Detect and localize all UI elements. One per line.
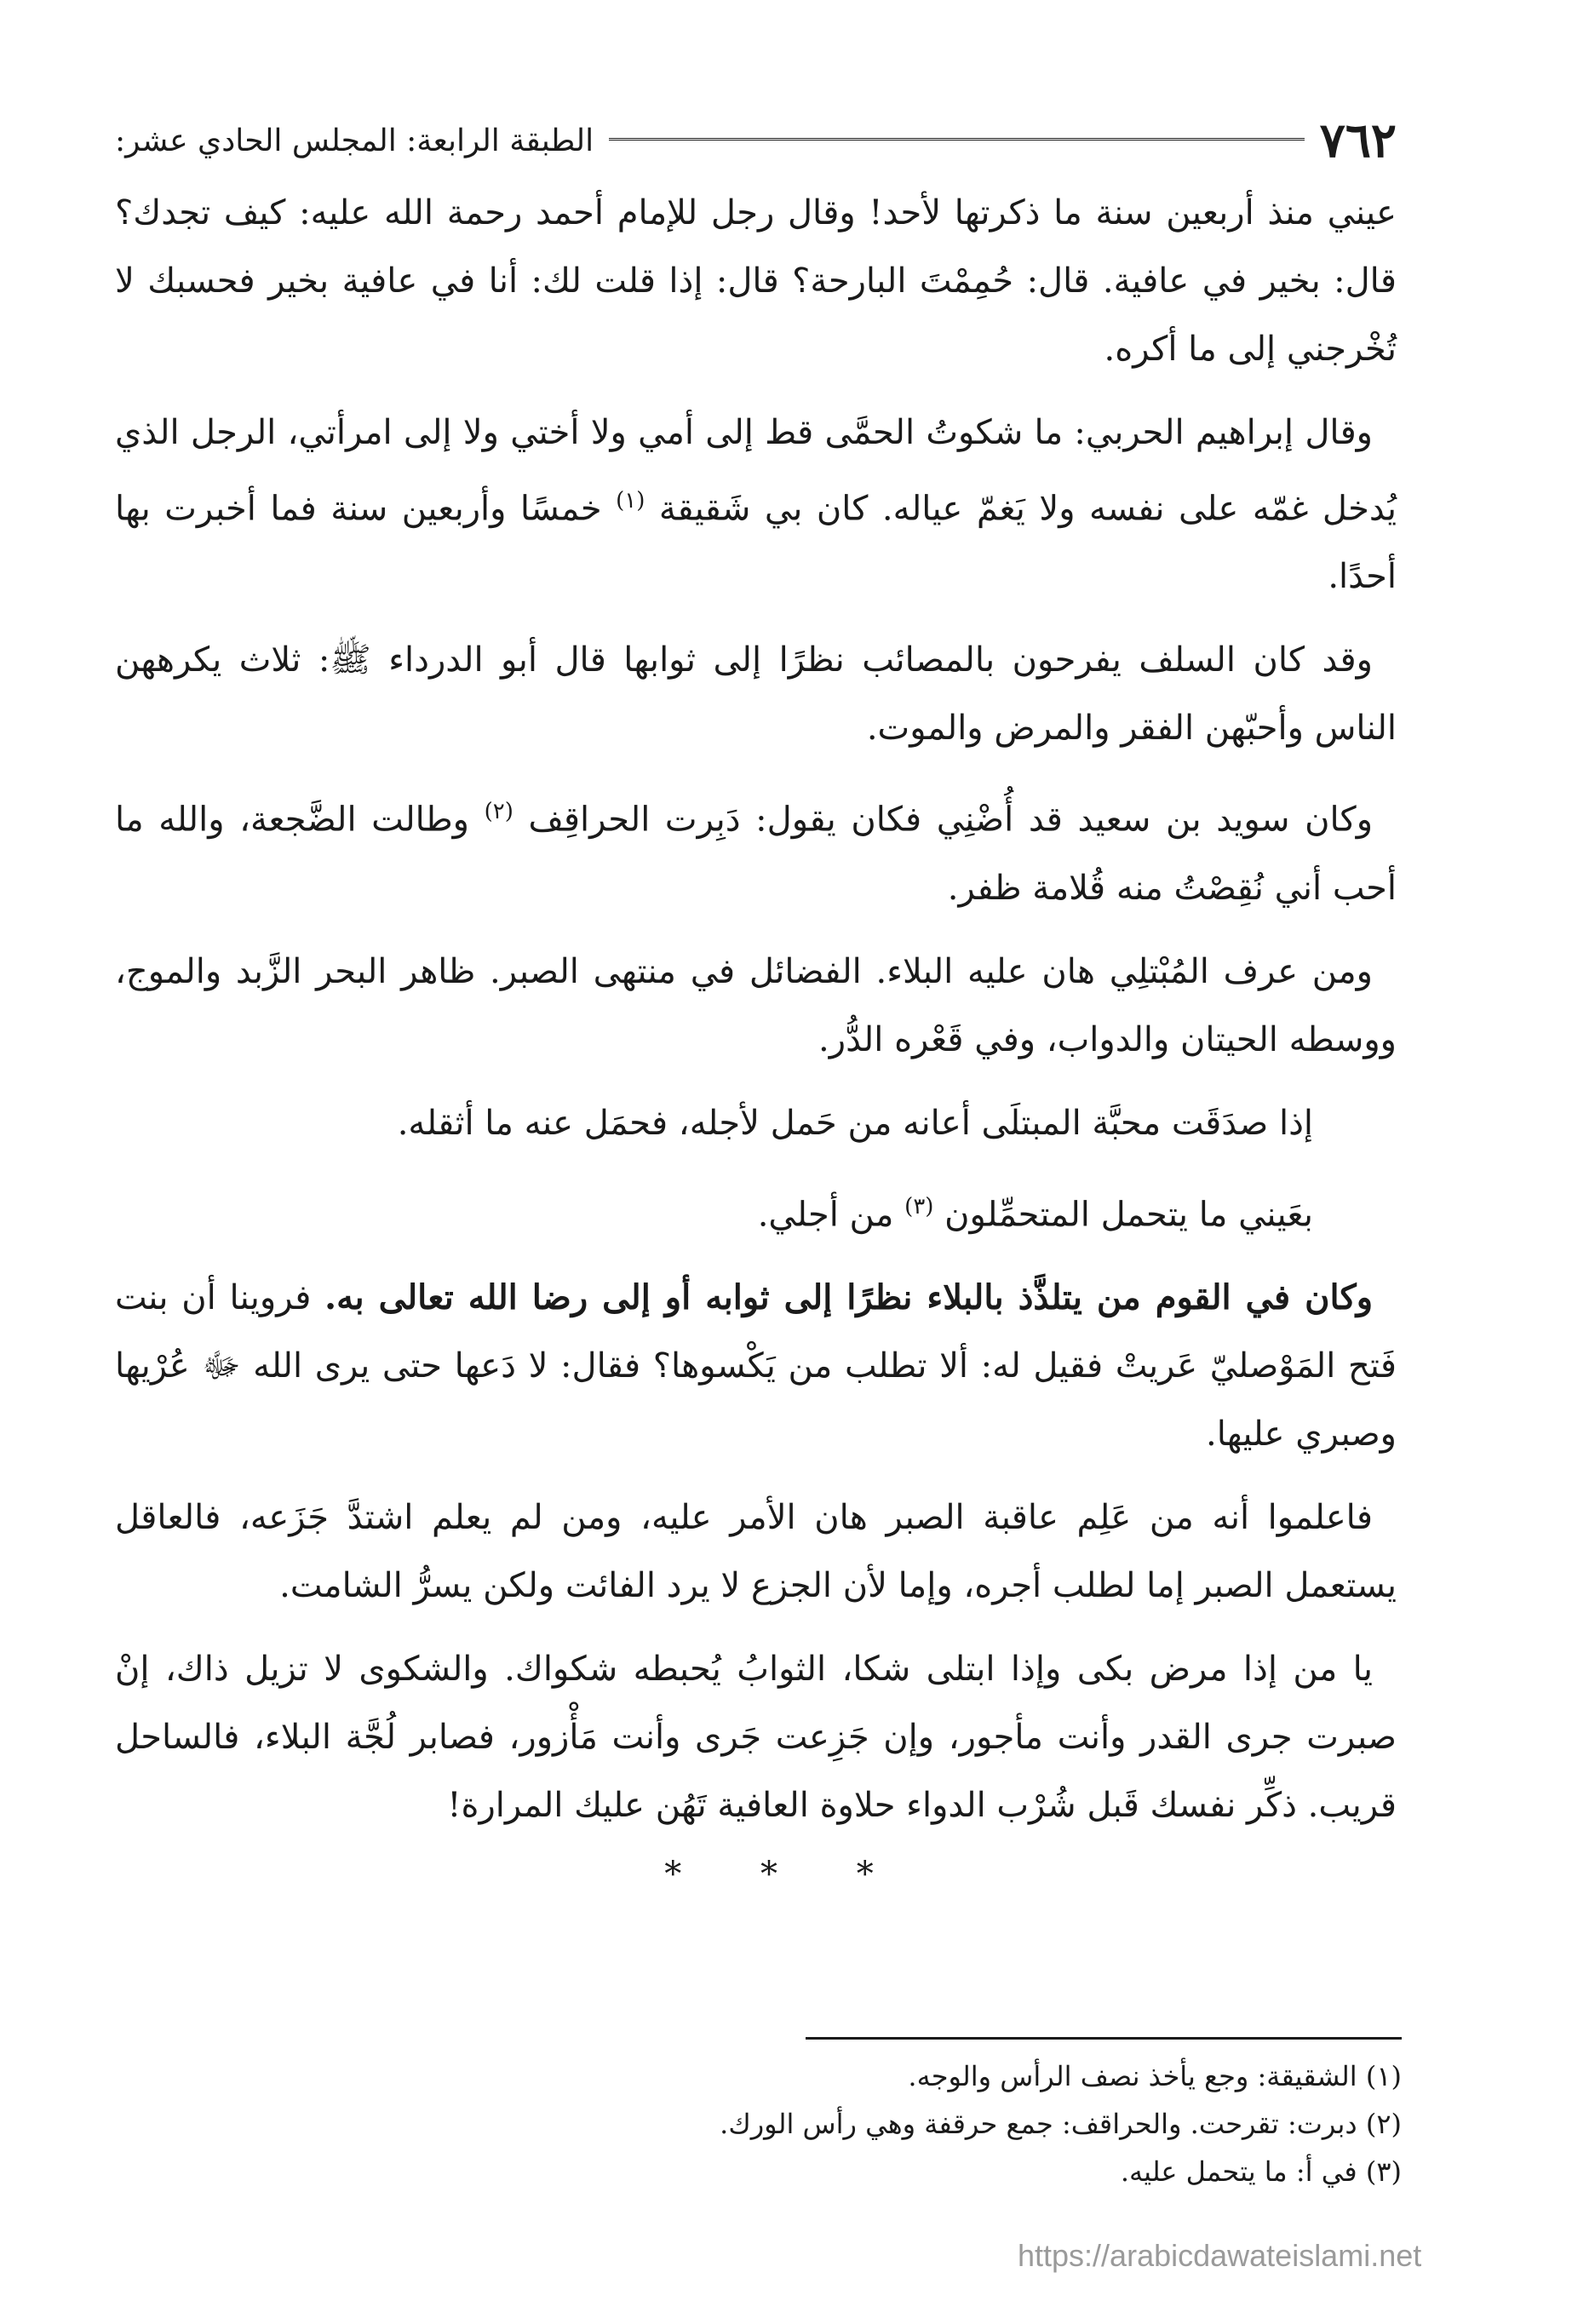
paragraph [115, 778, 1397, 921]
paragraph: يا من إذا مرض بكى وإذا ابتلى شكا، الثوابُ يُحبطه شكواك. والشكوى لا تزيل ذاك، إنْ صبرت جرى القدر وأنت مأجور، وإن جَزِعت جَرى وأنت مَأْزور، فصابر لُجَّة البلاء، فالساحل قريب. ذكِّر نفسك قَبل شُرْب الدواء حلاوة العافية تَهُن عليك المرارة! [115, 1649, 1397, 1825]
running-head: الطبقة الرابعة: المجلس الحادي عشر: [115, 123, 594, 158]
paragraph: فاعلموا أنه من عَلِم عاقبة الصبر هان الأمر عليه، ومن لم يعلم اشتدَّ جَزَعه، فالعاقل يستعمل الصبر إما لطلب أجره، وإما لأن الجزع لا يرد الفائت ولكن يسرُّ الشامت. [115, 1497, 1397, 1605]
paragraph-text: وقال إبراهيم الحربي: ما شكوتُ الحمَّى قط إلى أمي ولا أختي ولا إلى امرأتي، الرجل الذي يُدخل غمّه على نفسه ولا يَغمّ عياله. كان بي شَقيقة [115, 413, 1397, 529]
footnote-marker: (١) [616, 488, 645, 514]
paragraph-text: خمسًا وأربعين سنة فما أخبرت بها أحدًا. [115, 489, 1397, 597]
paragraph-text: وطالت الضَّجعة، والله ما أحب أني نُقِصْتُ منه قُلامة ظفر. [115, 800, 1397, 908]
paragraph [115, 399, 1397, 611]
paragraph-text: وكان سويد بن سعيد قد أُضْنِي فكان يقول: دَبِرت الحراقِف [528, 800, 1374, 840]
verse-block [115, 1089, 1397, 1248]
footnote: (٢) دبرت: تقرحت. والحراقف: جمع حرقفة وهي رأس الورك. [720, 2108, 1402, 2140]
footnote: (١) الشقيقة: وجع يأخذ نصف الرأس والوجه. [908, 2060, 1402, 2092]
footnote-marker: (٣) [904, 1193, 934, 1219]
watermark-url: https://arabicdawateislami.net [1018, 2238, 1422, 2273]
bold-lead: وكان في القوم من يتلذَّذ بالبلاء نظرًا إلى ثوابه أو إلى رضا الله تعالى به. [324, 1277, 1374, 1317]
paragraph: عيني منذ أربعين سنة ما ذكرتها لأحد! وقال رجل للإمام أحمد رحمة الله عليه: كيف تجدك؟ قال: بخير في عافية. قال: حُمِمْتَ البارحة؟ قال: إذا قلت لك: أنا في عافية بخير فحسبك لا تُخْرجني إلى ما أكره. [115, 193, 1397, 369]
verse-line [115, 1173, 1397, 1248]
verse-text: بعَيني ما يتحمل المتحمِّلون [944, 1194, 1313, 1234]
paragraph: ومن عرف المُبْتلِي هان عليه البلاء. الفضائل في منتهى الصبر. ظاهر البحر الزَّبد والموج، ووسطه الحيتان والدواب، وفي قَعْره الدُّر. [115, 951, 1397, 1059]
page-number: ٧٦٢ [1319, 112, 1397, 169]
header-rule [609, 138, 1305, 144]
verse-text: من أجلي. [757, 1194, 894, 1234]
page-header [115, 111, 1397, 170]
section-separator: * * * [664, 1855, 908, 1894]
verse-line: إذا صدَقَت محبَّة المبتلَى أعانه من حَمل لأجله، فحمَل عنه ما أثقله. [397, 1103, 1313, 1143]
footnote-marker: (٢) [484, 799, 513, 825]
footnote-rule [806, 2037, 1402, 2040]
footnote: (٣) في أ: ما يتحمل عليه. [1120, 2155, 1402, 2188]
paragraph-text: فروينا أن بنت فَتح المَوْصليّ عَريتْ فقيل له: ألا تطلب من يَكْسوها؟ فقال: لا دَعها حتى يرى الله ﷻ عُرْيها وصبري عليها. [115, 1277, 1397, 1454]
footnotes [209, 2052, 1402, 2195]
paragraph: وقد كان السلف يفرحون بالمصائب نظرًا إلى ثوابها قال أبو الدرداء ﷺ: ثلاث يكرههن الناس وأحبّهن الفقر والمرض والموت. [115, 640, 1397, 749]
main-text [115, 179, 1397, 1855]
paragraph [115, 1264, 1397, 1468]
